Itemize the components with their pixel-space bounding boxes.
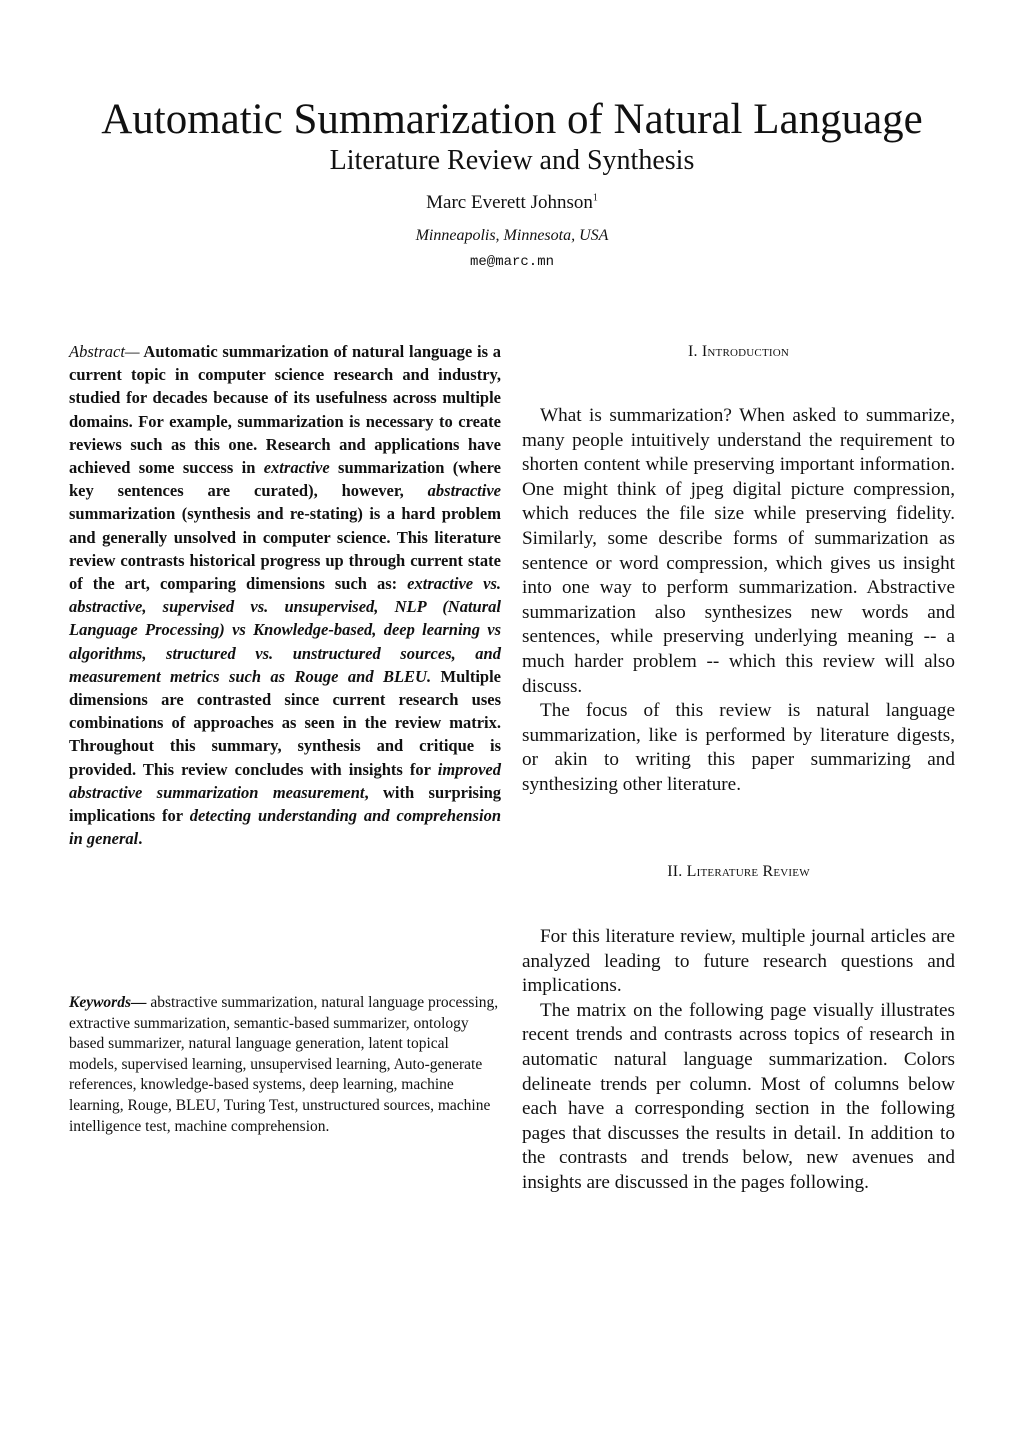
author-footnote-marker: 1 [592,192,598,204]
abstract-emphasis: extractive [263,458,330,478]
section-heading-literature-review: II. Literature Review [667,863,810,880]
abstract-text: summarization (where key sentences are curated), however, [69,458,501,501]
author-name: Marc Everett Johnson [426,192,593,213]
keywords-label: Keywords— [69,994,147,1011]
abstract-text: summarization (synthesis and re-stating) is a hard problem and generally unsolved in computer science. This literature review contrasts historical progress up through current state of the art, comparing dimensions such as: [69,504,501,594]
abstract-emphasis: improved abstractive summarization measurement [69,759,501,802]
paragraph: The matrix on the following page visually illustrates recent trends and contrasts across topics of research in automatic natural language summarization. Colors delineate trends per column. Most of columns below each have a corresponding section in the following pages that discusses the results in detail. In addition to the contrasts and trends below, new avenues and insights are discussed in the pages following. [522,999,955,1193]
abstract-text: , with surprising implications for [69,782,501,826]
author-line [0,190,1024,216]
keywords [69,993,501,1137]
abstract-emphasis: abstractive [427,481,501,501]
paragraph: For this literature review, multiple journal articles are analyzed leading to future research questions and implications. [522,926,955,997]
author-email: me@marc.mn [469,254,554,270]
paragraph: What is summarization? When asked to summarize, many people intuitively understand the requirement to shorten content while preserving important information. One might think of jpeg digital picture compression, which reduces the file size while preserving fidelity. Similarly, some describe forms of summarization as sentence or word compression, which gives us insight into one way to perform summarization. Abstractive summarization also synthesizes new words and sentences, while preserving underlying meaning -- a much harder problem -- which this review will also discuss. [522,405,955,697]
abstract-text: Multiple dimensions are contrasted since current research uses combinations of approaches as seen in the review matrix. Throughout this summary, synthesis and critique is provided. This review concludes with insights for [69,666,501,779]
section-heading-introduction: I. Introduction [687,343,790,360]
paper-title: Automatic Summarization of Natural Language [101,96,923,143]
abstract-emphasis: detecting understanding and comprehension in general [69,806,501,849]
abstract-emphasis: extractive vs. abstractive, supervised vs. unsupervised, NLP (Natural Language Processing) vs Knowledge-based, deep learning vs algorithms, structured vs. unstructured sources, and measurement metrics such as Rouge and BLEU. [69,574,501,686]
keywords-text: abstractive summarization, natural language processing, extractive summarization, semantic-based summarizer, ontology based summarizer, natural language generation, latent topical models, supervised learning, unsupervised learning, Auto-generate references, knowledge-based systems, deep learning, machine learning, Rouge, BLEU, Turing Test, unstructured sources, machine intelligence test, machine comprehension. [69,994,499,1135]
paragraph: The focus of this review is natural language summarization, like is performed by literature digests, or akin to writing this paper summarizing and synthesizing other literature. [522,700,955,795]
literature-review-body [522,925,955,1196]
abstract [69,340,501,850]
author-affiliation: Minneapolis, Minnesota, USA [415,227,609,244]
introduction-body [522,404,955,798]
paper-subtitle: Literature Review and Synthesis [329,145,695,176]
abstract-text: Automatic summarization of natural language is a current topic in computer science research and industry, studied for decades because of its usefulness across multiple domains. For example, summarization is necessary to create reviews such as this one. Research and applications have achieved some success in [69,342,501,478]
abstract-text: . [138,829,143,849]
abstract-label: Abstract— [69,342,140,361]
